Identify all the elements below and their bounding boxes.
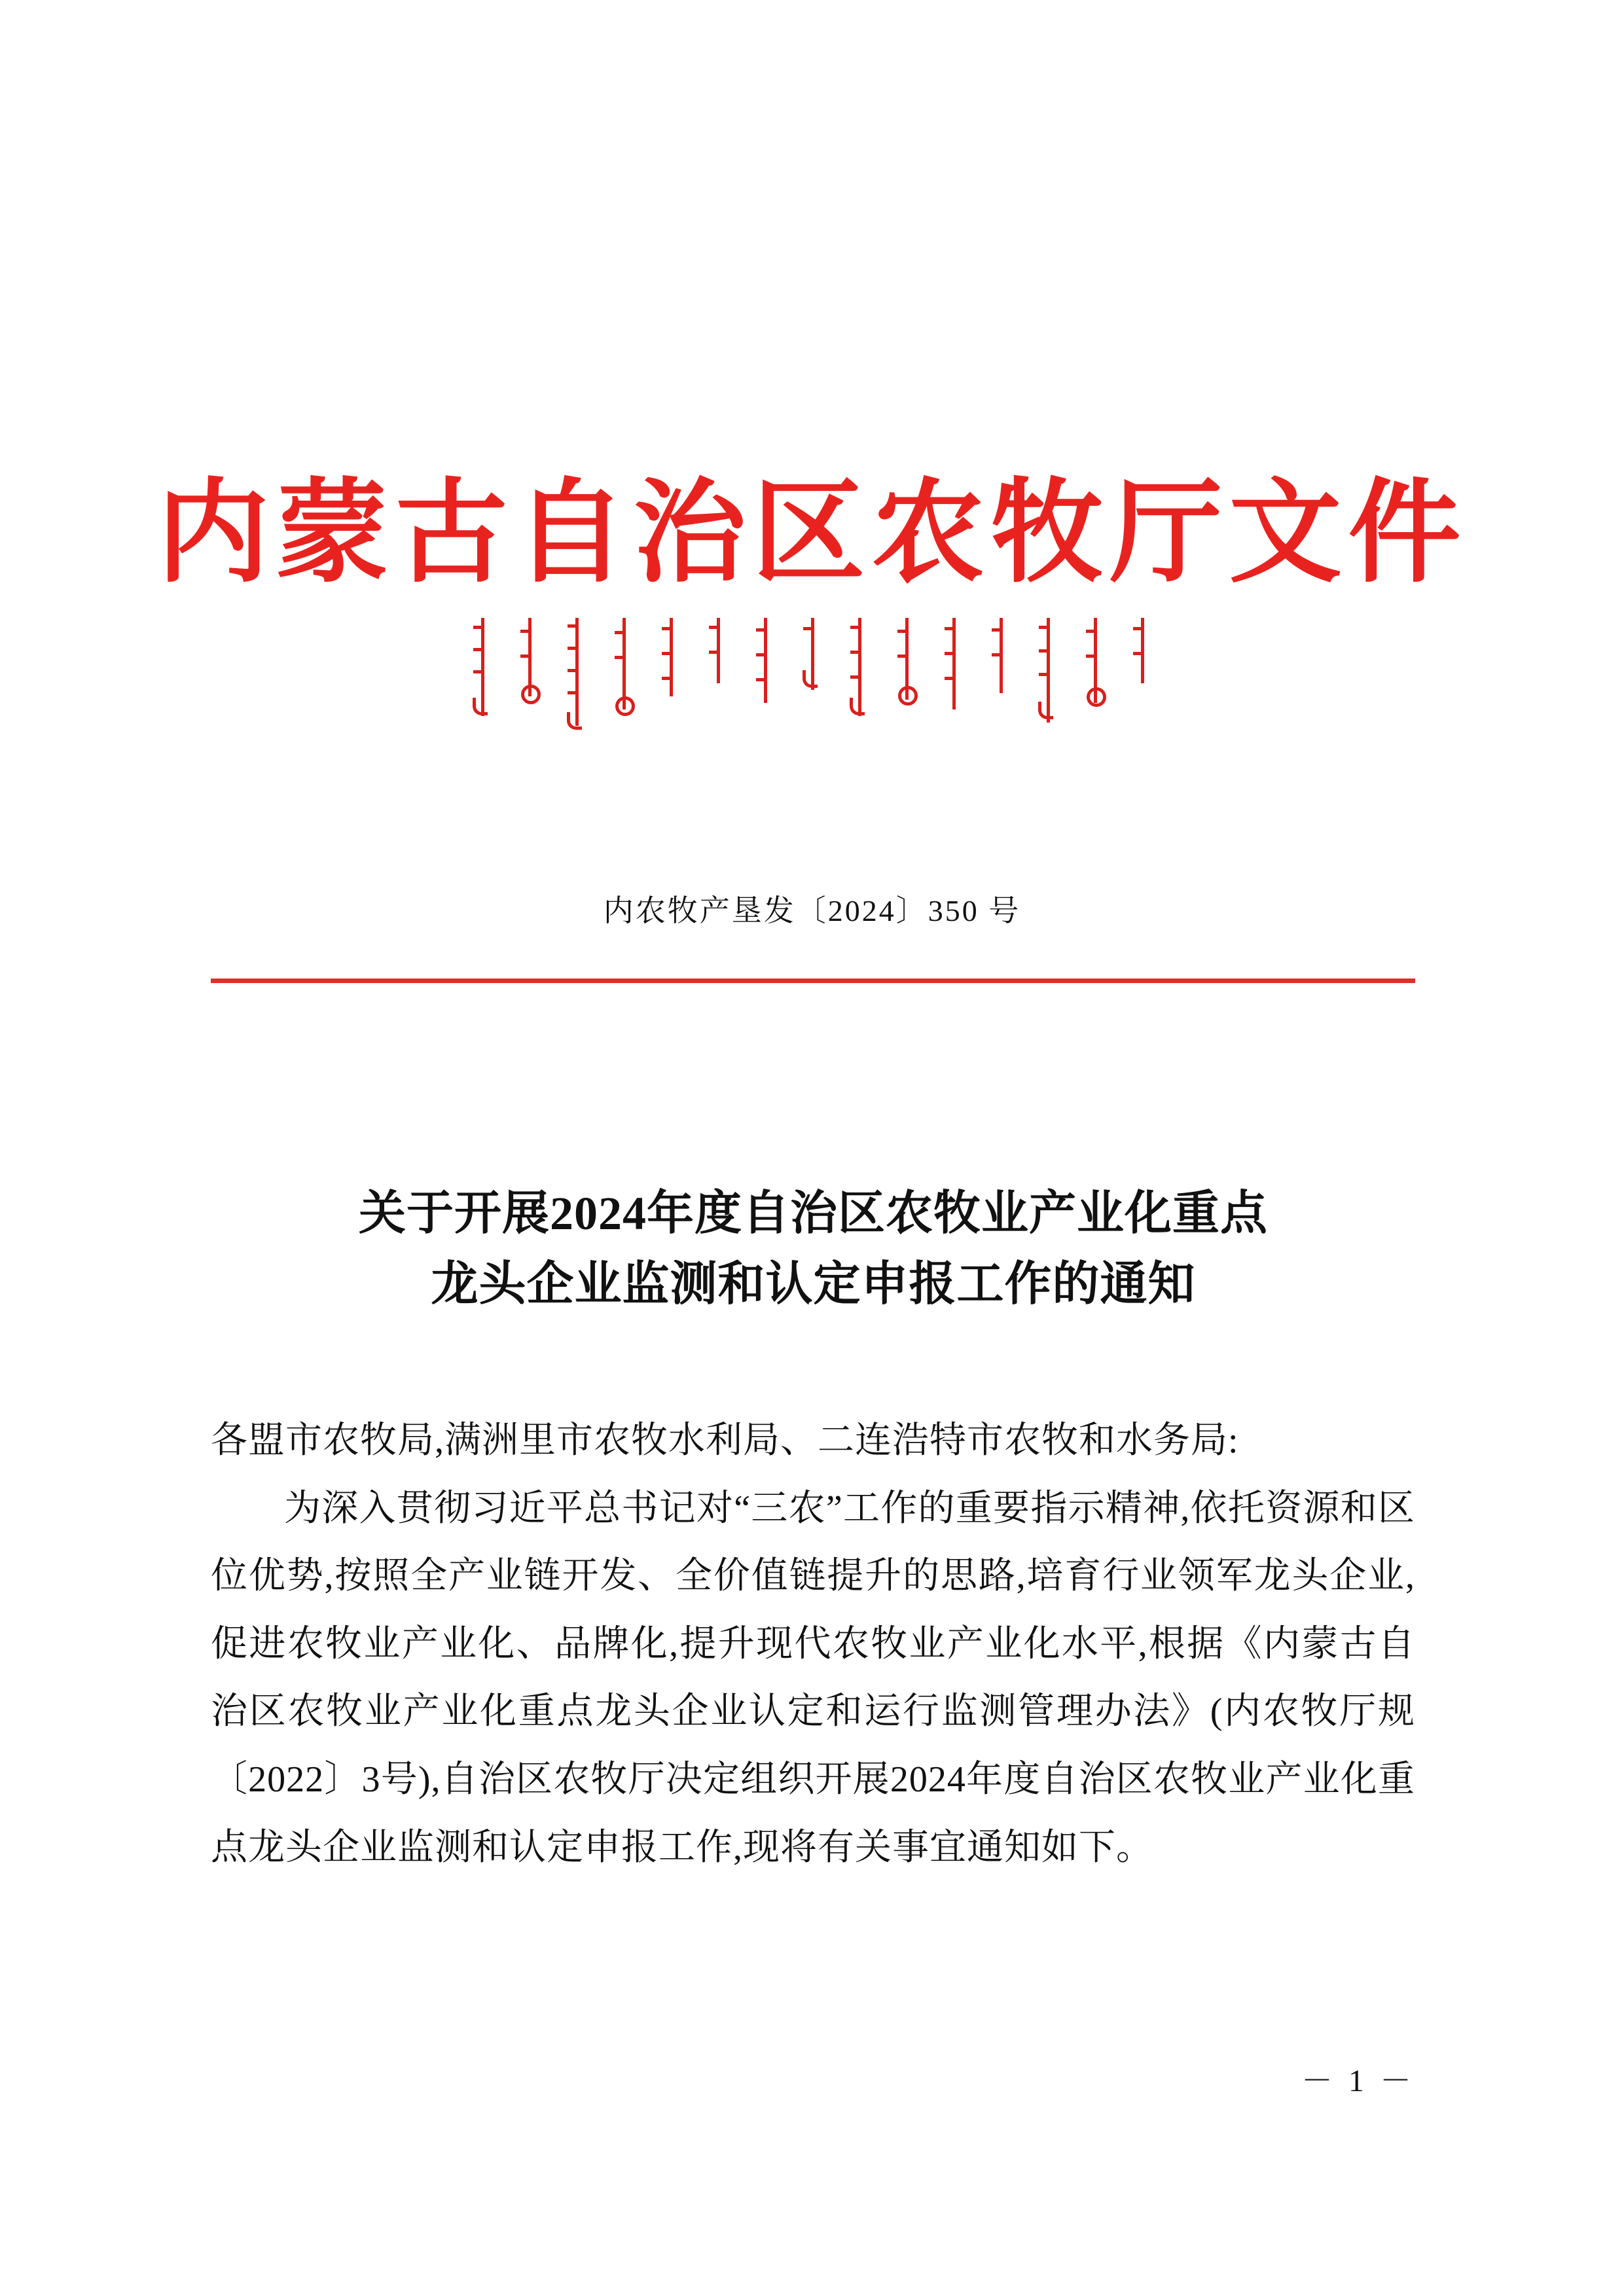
- mongolian-glyph: [801, 614, 824, 732]
- body-paragraph-1: 为深入贯彻习近平总书记对“三农”工作的重要指示精神,依托资源和区位优势,按照全产业链开发、全价值链提升的思路,培育行业领军龙头企业,促进农牧业产业化、品牌化,提升现代农牧业产业化水平,根据《内蒙古自治区农牧业产业化重点龙头企业认定和运行监测管理办法》(内农牧厅规〔2022〕3号),自治区农牧厅决定组织开展2024年度自治区农牧业产业化重点龙头企业监测和认定申报工作,现将有关事宜通知如下。: [211, 1488, 1415, 1868]
- mongolian-glyph: [753, 614, 777, 732]
- mongolian-glyph: [989, 614, 1013, 732]
- page-title-line-2: 龙头企业监测和认定申报工作的通知: [431, 1258, 1196, 1310]
- red-divider-rule: [211, 978, 1415, 983]
- mongolian-glyph: [1083, 614, 1107, 732]
- mongolian-glyph: [1036, 614, 1060, 732]
- page-number: － 1 －: [1301, 2064, 1415, 2098]
- mongolian-script-line: [0, 614, 1624, 751]
- mongolian-glyph: [518, 614, 541, 732]
- page-title: [216, 1178, 1411, 1319]
- mongolian-glyph: [942, 614, 965, 732]
- mongolian-glyph: [848, 614, 871, 732]
- masthead-title: 内蒙古自治区农牧厅文件: [156, 472, 1468, 596]
- mongolian-glyph: [1130, 614, 1154, 732]
- page-title-line-1: 关于开展2024年度自治区农牧业产业化重点: [358, 1187, 1268, 1240]
- salutation: 各盟市农牧局,满洲里市农牧水利局、二连浩特市农牧和水务局:: [211, 1420, 1239, 1461]
- mongolian-glyph: [612, 614, 636, 732]
- masthead: [0, 472, 1624, 751]
- mongolian-glyph: [706, 614, 730, 732]
- document-body: [211, 1407, 1415, 1882]
- mongolian-glyph: [565, 614, 588, 732]
- mongolian-glyph: [659, 614, 683, 732]
- document-number: 内农牧产垦发〔2024〕350 号: [603, 894, 1021, 927]
- mongolian-glyph: [471, 614, 494, 732]
- mongolian-glyph: [895, 614, 918, 732]
